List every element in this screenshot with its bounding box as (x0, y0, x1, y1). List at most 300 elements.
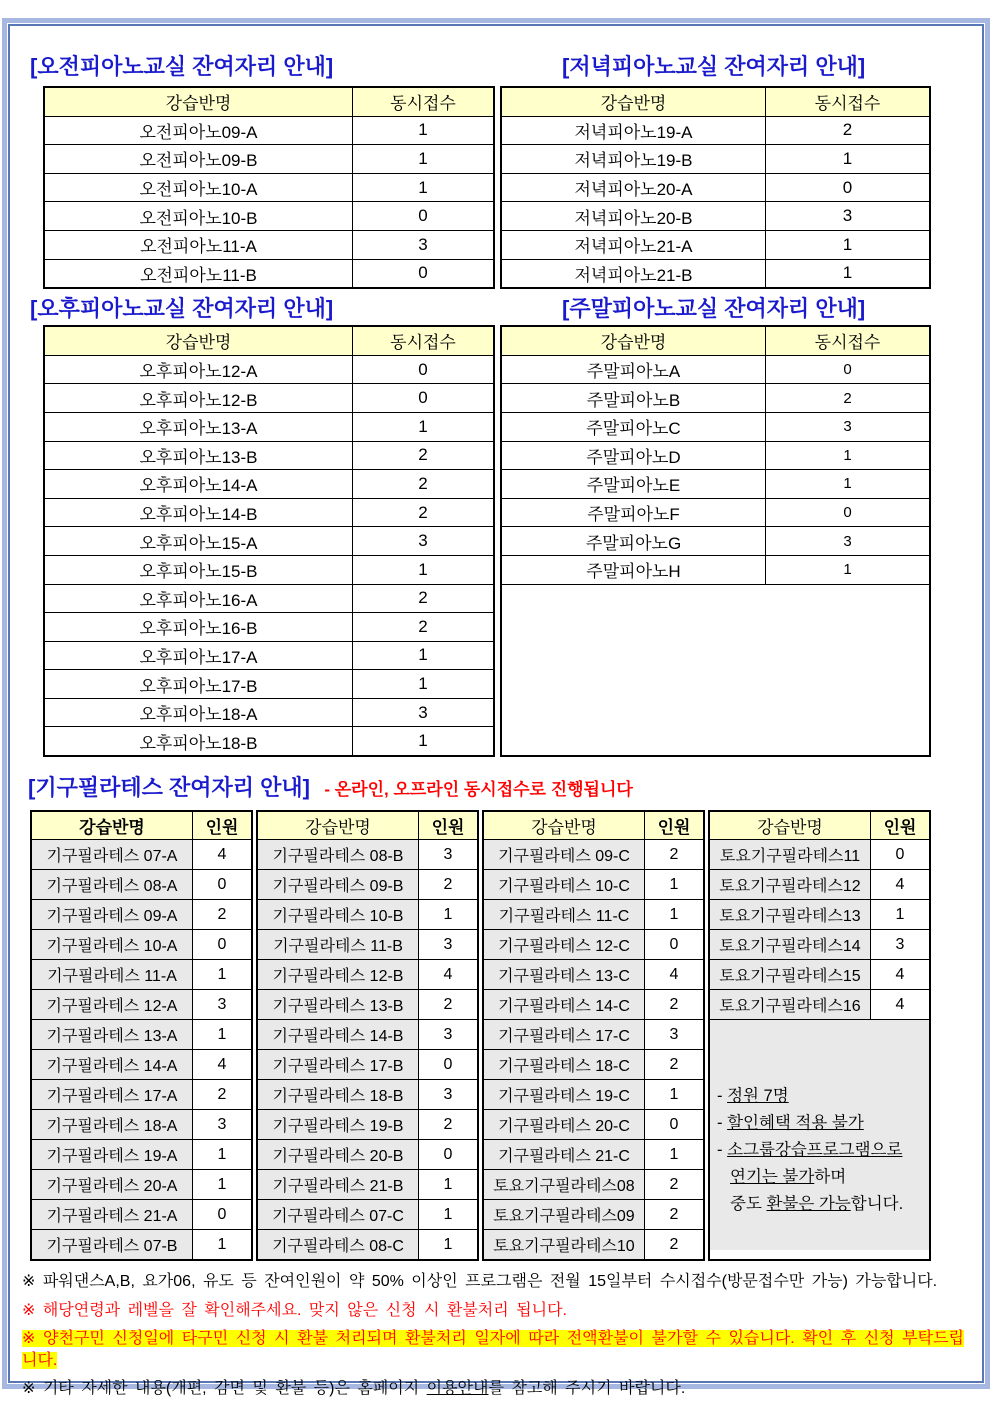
table-row (258, 929, 477, 959)
table-cell: 기구필라테스 08-A (32, 870, 192, 899)
table-cell: 1 (765, 260, 929, 288)
table-body (45, 116, 493, 288)
table-cell: 1 (352, 174, 493, 202)
table-cell: 0 (418, 1050, 477, 1079)
table-cell: 주말피아노F (587, 505, 680, 525)
table-cell: 기구필라테스 20-A (32, 1170, 192, 1199)
table-cell: 오후피아노15-B (139, 562, 258, 582)
table-cell: 오후피아노14-A (139, 476, 258, 496)
table-cell: 3 (870, 930, 929, 959)
pilates-note-line: 연기는 불가하며 (730, 1167, 847, 1186)
table-cell: 기구필라테스 21-C (484, 1140, 644, 1169)
table-row (258, 1049, 477, 1079)
table-row (502, 116, 929, 145)
table-row (484, 929, 703, 959)
table-row (502, 259, 929, 288)
table-cell: 1 (352, 670, 493, 698)
table-row (502, 469, 929, 498)
table-row (502, 201, 929, 230)
table-row (32, 989, 251, 1019)
table-cell: 1 (644, 1080, 703, 1109)
table-cell: 오전피아노10-A (139, 180, 258, 200)
table-cell: 기구필라테스 07-C (258, 1200, 418, 1229)
pilates-subtitle: - 온라인, 오프라인 동시접수로 진행됩니다 (324, 780, 633, 800)
table-cell: 3 (765, 202, 929, 230)
table-cell: 오후피아노13-B (139, 447, 258, 467)
piano-tables-row-1 (43, 86, 968, 289)
section-title-pilates: [기구필라테스 잔여자리 안내] (28, 775, 310, 801)
column-header-class-name: 강습반명 (45, 88, 352, 116)
pilates-table-group-1 (30, 810, 253, 1261)
table-cell: 기구필라테스 09-C (484, 840, 644, 869)
table-cell: 4 (192, 1050, 251, 1079)
table-row (258, 839, 477, 869)
table-row (484, 989, 703, 1019)
table-header-row (32, 812, 251, 839)
table-cell: 1 (352, 145, 493, 173)
table-cell: 0 (644, 930, 703, 959)
table-cell: 0 (352, 260, 493, 288)
table-cell: 2 (352, 442, 493, 470)
table-cell: 오후피아노12-A (139, 362, 258, 382)
table-cell: 0 (192, 930, 251, 959)
table-row (45, 612, 493, 641)
table-cell: 토요기구필라테스11 (710, 840, 870, 869)
table-cell: 3 (765, 413, 929, 441)
table-row (258, 989, 477, 1019)
column-header-capacity: 인원 (418, 812, 477, 839)
table-cell: 기구필라테스 13-C (484, 960, 644, 989)
table-cell: 2 (644, 1200, 703, 1229)
table-cell: 저녁피아노20-B (574, 208, 693, 228)
table-row (484, 1019, 703, 1049)
table-cell: 기구필라테스 11-A (32, 960, 192, 989)
column-header-concurrent-count: 동시접수 (352, 88, 493, 116)
table-cell: 토요기구필라테스13 (710, 900, 870, 929)
column-header-class-name: 강습반명 (45, 327, 352, 355)
table-cell: 토요기구필라테스10 (484, 1230, 644, 1259)
table-cell: 0 (352, 202, 493, 230)
table-header-row (45, 327, 493, 355)
table-row (45, 116, 493, 145)
footnotes (22, 1271, 964, 1400)
table-cell: 1 (352, 556, 493, 584)
table-row (258, 1199, 477, 1229)
table-row (32, 959, 251, 989)
table-row (258, 1109, 477, 1139)
table-cell: 기구필라테스 11-B (258, 930, 418, 959)
table-cell: 기구필라테스 14-B (258, 1020, 418, 1049)
table-row (484, 1079, 703, 1109)
table-cell: 2 (765, 384, 929, 412)
table-row (258, 869, 477, 899)
footnote: ※ 기타 자세한 내용(개편, 감면 및 환불 등)은 홈페이지 이용안내를 참고해 주시기 바랍니다. (22, 1380, 686, 1398)
table-cell: 토요기구필라테스16 (710, 990, 870, 1019)
table-row (502, 383, 929, 412)
table-cell: 기구필라테스 18-B (258, 1080, 418, 1109)
table-cell: 기구필라테스 09-B (258, 870, 418, 899)
table-cell: 주말피아노C (586, 419, 681, 439)
column-header-capacity: 인원 (644, 812, 703, 839)
table-cell: 1 (644, 900, 703, 929)
morning-piano-table (43, 86, 495, 289)
table-cell: 주말피아노G (585, 533, 682, 553)
title-row-1 (28, 50, 968, 80)
table-cell: 1 (352, 642, 493, 670)
table-row (258, 899, 477, 929)
table-row (32, 1199, 251, 1229)
table-cell: 오후피아노12-B (139, 390, 258, 410)
pilates-note-line: - 할인혜택 적용 불가 (717, 1113, 864, 1132)
table-header-row (484, 812, 703, 839)
table-cell: 0 (870, 840, 929, 869)
table-cell: 1 (352, 117, 493, 145)
table-cell: 1 (765, 556, 929, 584)
pilates-note-line: - 소그룹강습프로그램으로 (717, 1140, 903, 1159)
table-cell: 4 (418, 960, 477, 989)
table-cell: 오전피아노10-B (139, 208, 258, 228)
table-cell: 0 (352, 384, 493, 412)
table-header-row (710, 812, 929, 839)
table-cell: 1 (192, 1140, 251, 1169)
table-cell: 오후피아노14-B (139, 505, 258, 525)
table-cell: 오전피아노09-A (139, 122, 258, 142)
table-body (710, 839, 929, 1019)
table-cell: 2 (352, 470, 493, 498)
column-header-class-name: 강습반명 (32, 812, 192, 839)
table-row (45, 555, 493, 584)
table-row (45, 383, 493, 412)
table-row (502, 526, 929, 555)
column-header-class-name: 강습반명 (484, 812, 644, 839)
section-title-evening-piano: [저녁피아노교실 잔여자리 안내] (562, 54, 866, 79)
table-row (710, 929, 929, 959)
table-header-row (45, 88, 493, 116)
table-cell: 1 (765, 470, 929, 498)
table-row (502, 355, 929, 384)
table-cell: 0 (765, 499, 929, 527)
table-cell: 기구필라테스 18-A (32, 1110, 192, 1139)
table-cell: 0 (192, 1200, 251, 1229)
table-row (45, 669, 493, 698)
table-cell: 기구필라테스 17-A (32, 1080, 192, 1109)
table-cell: 4 (644, 960, 703, 989)
table-cell: 기구필라테스 11-C (484, 900, 644, 929)
table-row (502, 498, 929, 527)
table-row (484, 899, 703, 929)
table-header-row (502, 327, 929, 355)
table-row (502, 144, 929, 173)
table-cell: 기구필라테스 21-B (258, 1170, 418, 1199)
table-cell: 저녁피아노21-A (574, 237, 693, 257)
table-row (45, 201, 493, 230)
table-row (710, 869, 929, 899)
pilates-table-group-2 (256, 810, 479, 1261)
column-header-capacity: 인원 (192, 812, 251, 839)
table-cell: 저녁피아노19-B (574, 151, 693, 171)
table-row (45, 412, 493, 441)
table-row (710, 839, 929, 869)
pilates-tables-row (30, 810, 968, 1261)
document-content (8, 24, 984, 1398)
table-cell: 2 (644, 1050, 703, 1079)
table-cell: 기구필라테스 10-B (258, 900, 418, 929)
table-cell: 기구필라테스 12-C (484, 930, 644, 959)
table-row (32, 1019, 251, 1049)
table-cell: 토요기구필라테스08 (484, 1170, 644, 1199)
table-cell: 0 (644, 1110, 703, 1139)
table-cell: 기구필라테스 09-A (32, 900, 192, 929)
table-cell: 주말피아노E (586, 476, 681, 496)
table-row (45, 498, 493, 527)
column-header-concurrent-count: 동시접수 (352, 327, 493, 355)
table-row (45, 584, 493, 613)
table-cell: 기구필라테스 19-A (32, 1140, 192, 1169)
table-cell: 기구필라테스 14-C (484, 990, 644, 1019)
table-cell: 토요기구필라테스15 (710, 960, 870, 989)
footnote: ※ 파워댄스A,B, 요가06, 유도 등 잔여인원이 약 50% 이상인 프로그램은 전월 15일부터 수시접수(방문접수만 가능) 가능합니다. (22, 1273, 938, 1291)
table-row (45, 259, 493, 288)
table-body (32, 839, 251, 1259)
table-row (32, 1079, 251, 1109)
table-row (484, 1229, 703, 1259)
table-cell: 기구필라테스 17-B (258, 1050, 418, 1079)
table-cell: 2 (352, 585, 493, 613)
table-cell: 1 (352, 727, 493, 755)
table-cell: 기구필라테스 10-C (484, 870, 644, 899)
table-row (258, 1019, 477, 1049)
table-cell: 주말피아노B (586, 390, 681, 410)
table-cell: 1 (418, 900, 477, 929)
footnote: ※ 해당연령과 레벨을 잘 확인해주세요. 맞지 않은 신청 시 환불처리 됩니다. (22, 1301, 567, 1319)
table-cell: 주말피아노A (586, 362, 681, 382)
table-row (45, 144, 493, 173)
table-cell: 1 (418, 1230, 477, 1259)
pilates-note-line: - 정원 7명 (717, 1086, 789, 1105)
table-cell: 0 (765, 174, 929, 202)
table-cell: 1 (644, 1140, 703, 1169)
table-cell: 1 (765, 231, 929, 259)
table-cell: 기구필라테스 20-B (258, 1140, 418, 1169)
table-row (32, 899, 251, 929)
table-row (484, 1199, 703, 1229)
page-frame (2, 18, 990, 1398)
pilates-title-row (28, 771, 968, 802)
table-row (710, 899, 929, 929)
table-cell: 4 (870, 870, 929, 899)
table-cell: 3 (418, 1020, 477, 1049)
column-header-concurrent-count: 동시접수 (765, 327, 929, 355)
table-cell: 기구필라테스 08-B (258, 840, 418, 869)
table-cell: 기구필라테스 14-A (32, 1050, 192, 1079)
table-row (258, 959, 477, 989)
table-row (484, 869, 703, 899)
table-row (484, 1139, 703, 1169)
pilates-table-group-3 (482, 810, 705, 1261)
table-cell: 3 (352, 231, 493, 259)
table-body (484, 839, 703, 1259)
evening-piano-table (500, 86, 931, 289)
table-cell: 오후피아노17-B (139, 676, 258, 696)
table-cell: 3 (644, 1020, 703, 1049)
table-cell: 1 (644, 870, 703, 899)
table-cell: 2 (418, 1110, 477, 1139)
table-cell: 2 (192, 900, 251, 929)
table-cell: 주말피아노H (586, 562, 681, 582)
table-cell: 오전피아노09-B (139, 151, 258, 171)
table-cell: 1 (192, 1170, 251, 1199)
table-cell: 1 (418, 1170, 477, 1199)
table-cell: 3 (192, 990, 251, 1019)
table-row (484, 1109, 703, 1139)
table-row (258, 1079, 477, 1109)
table-cell: 오후피아노18-A (139, 705, 258, 725)
table-row (484, 839, 703, 869)
table-cell: 2 (644, 1230, 703, 1259)
table-row (502, 412, 929, 441)
table-cell: 2 (644, 840, 703, 869)
table-row (32, 1229, 251, 1259)
table-body (502, 355, 929, 584)
empty-cell (502, 584, 929, 748)
table-row (258, 1169, 477, 1199)
table-body (45, 355, 493, 755)
table-cell: 기구필라테스 10-A (32, 930, 192, 959)
table-cell: 오후피아노13-A (139, 419, 258, 439)
table-cell: 2 (418, 990, 477, 1019)
table-cell: 오후피아노16-B (139, 619, 258, 639)
table-row (45, 526, 493, 555)
table-cell: 1 (870, 900, 929, 929)
table-row (45, 469, 493, 498)
table-row (484, 959, 703, 989)
section-title-weekend-piano: [주말피아노교실 잔여자리 안내] (562, 296, 866, 322)
table-row (45, 441, 493, 470)
table-header-row (258, 812, 477, 839)
table-cell: 3 (418, 930, 477, 959)
table-row (45, 230, 493, 259)
table-cell: 오후피아노16-A (139, 590, 258, 610)
table-row (484, 1169, 703, 1199)
table-row (32, 869, 251, 899)
table-row (502, 230, 929, 259)
table-cell: 오전피아노11-A (140, 237, 257, 257)
table-cell: 기구필라테스 07-B (32, 1230, 192, 1259)
footnote: ※ 양천구민 신청일에 타구민 신청 시 환불 처리되며 환불처리 일자에 따라 전액환불이 불가할 수 있습니다. 확인 후 신청 부탁드립니다. (22, 1330, 964, 1369)
table-row (32, 1049, 251, 1079)
table-cell: 토요기구필라테스14 (710, 930, 870, 959)
table-cell: 1 (765, 145, 929, 173)
table-cell: 1 (192, 1020, 251, 1049)
table-cell: 0 (418, 1140, 477, 1169)
table-row (258, 1139, 477, 1169)
table-body (502, 116, 929, 288)
table-row (502, 173, 929, 202)
column-header-capacity: 인원 (870, 812, 929, 839)
table-row (45, 173, 493, 202)
table-cell: 기구필라테스 18-C (484, 1050, 644, 1079)
table-row (45, 726, 493, 755)
table-cell: 저녁피아노19-A (574, 122, 693, 142)
table-cell: 기구필라테스 08-C (258, 1230, 418, 1259)
table-cell: 오후피아노18-B (139, 733, 258, 753)
table-row (502, 555, 929, 584)
column-header-class-name: 강습반명 (502, 327, 765, 355)
table-cell: 2 (644, 1170, 703, 1199)
table-cell: 3 (418, 840, 477, 869)
table-row (710, 959, 929, 989)
table-cell: 1 (765, 442, 929, 470)
title-row-2 (28, 292, 968, 322)
pilates-note-box (710, 1019, 929, 1250)
table-cell: 3 (418, 1080, 477, 1109)
pilates-table-group-4 (708, 810, 931, 1261)
table-cell: 0 (765, 356, 929, 384)
column-header-concurrent-count: 동시접수 (765, 88, 929, 116)
table-cell: 2 (644, 990, 703, 1019)
table-cell: 4 (870, 990, 929, 1019)
table-row (32, 839, 251, 869)
table-cell: 2 (418, 870, 477, 899)
column-header-class-name: 강습반명 (710, 812, 870, 839)
table-cell: 4 (192, 840, 251, 869)
table-row (484, 1049, 703, 1079)
table-cell: 기구필라테스 19-C (484, 1080, 644, 1109)
section-title-morning-piano: [오전피아노교실 잔여자리 안내] (30, 54, 334, 79)
table-header-row (502, 88, 929, 116)
table-cell: 1 (192, 960, 251, 989)
table-cell: 기구필라테스 07-A (32, 840, 192, 869)
table-cell: 1 (418, 1200, 477, 1229)
table-cell: 오후피아노15-A (139, 533, 258, 553)
table-cell: 토요기구필라테스09 (484, 1200, 644, 1229)
table-body (258, 839, 477, 1259)
table-row (32, 929, 251, 959)
table-cell: 2 (352, 613, 493, 641)
afternoon-piano-table (43, 325, 495, 757)
column-header-class-name: 강습반명 (502, 88, 765, 116)
table-row (45, 641, 493, 670)
table-row (45, 698, 493, 727)
table-cell: 기구필라테스 21-A (32, 1200, 192, 1229)
table-row (710, 989, 929, 1019)
table-cell: 3 (352, 527, 493, 555)
table-cell: 기구필라테스 12-B (258, 960, 418, 989)
table-cell: 오전피아노11-B (140, 265, 257, 285)
table-cell: 4 (870, 960, 929, 989)
table-cell: 기구필라테스 13-B (258, 990, 418, 1019)
table-cell: 저녁피아노21-B (574, 265, 693, 285)
table-cell: 저녁피아노20-A (574, 180, 693, 200)
table-cell: 토요기구필라테스12 (710, 870, 870, 899)
table-cell: 기구필라테스 13-A (32, 1020, 192, 1049)
column-header-class-name: 강습반명 (258, 812, 418, 839)
table-cell: 기구필라테스 17-C (484, 1020, 644, 1049)
table-cell: 2 (352, 499, 493, 527)
table-row (45, 355, 493, 384)
table-cell: 0 (192, 870, 251, 899)
table-cell: 기구필라테스 19-B (258, 1110, 418, 1139)
piano-tables-row-2 (43, 325, 968, 757)
section-title-afternoon-piano: [오후피아노교실 잔여자리 안내] (30, 296, 334, 322)
table-cell: 0 (352, 356, 493, 384)
table-cell: 1 (352, 413, 493, 441)
table-cell: 오후피아노17-A (139, 647, 258, 667)
table-cell: 2 (765, 117, 929, 145)
table-cell: 3 (192, 1110, 251, 1139)
table-cell: 주말피아노D (586, 447, 681, 467)
table-row (32, 1109, 251, 1139)
